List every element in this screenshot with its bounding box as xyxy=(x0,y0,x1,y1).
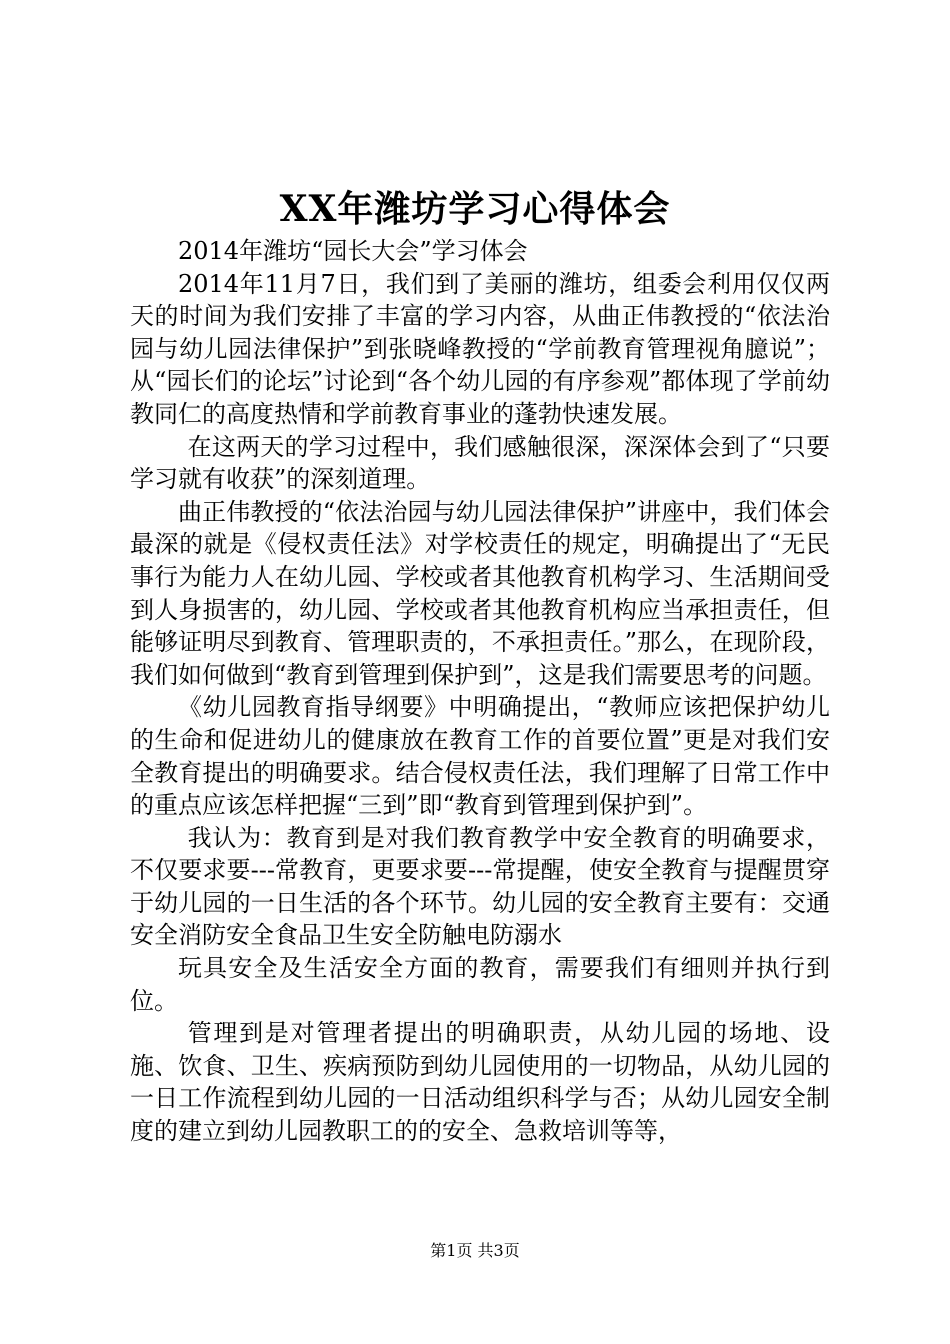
paragraph-subtitle: 2014年潍坊“园长大会”学习体会 xyxy=(178,237,528,265)
paragraph: 玩具安全及生活安全方面的教育，需要我们有细则并执行到位。 xyxy=(130,954,830,1015)
page-indicator: 第1页 共3页 xyxy=(430,1241,520,1260)
paragraph: 管理到是对管理者提出的明确职责，从幼儿园的场地、设施、饮食、卫生、疾病预防到幼儿园使用的一切物品，从幼儿园的一日工作流程到幼儿园的一日活动组织科学与否；从幼儿园安全制度的建立到幼儿园教职工的的安全、急救培训等等， xyxy=(130,1019,830,1146)
document-body xyxy=(130,235,830,1148)
document-title: XX年潍坊学习心得体会 xyxy=(279,188,671,230)
paragraph: 在这两天的学习过程中，我们感触很深，深深体会到了“只要学习就有收获”的深刻道理。 xyxy=(130,432,830,494)
paragraph: 《幼儿园教育指导纲要》中明确提出，“教师应该把保护幼儿的生命和促进幼儿的健康放在教育工作的首要位置”更是对我们安全教育提出的明确要求。结合侵权责任法，我们理解了日常工作中的重点应该怎样把握“三到”即“教育到管理到保护到”。 xyxy=(130,693,830,820)
paragraph: 我认为：教育到是对我们教育教学中安全教育的明确要求，不仅要求要---常教育，更要求要---常提醒，使安全教育与提醒贯穿于幼儿园的一日生活的各个环节。幼儿园的安全教育主要有：交通安全消防安全食品卫生安全防触电防溺水 xyxy=(130,823,830,950)
paragraph: 2014年11月7日，我们到了美丽的潍坊，组委会利用仅仅两天的时间为我们安排了丰富的学习内容，从曲正伟教授的“依法治园与幼儿园法律保护”到张晓峰教授的“学前教育管理视角臆说”；从“园长们的论坛”讨论到“各个幼儿园的有序参观”都体现了学前幼教同仁的高度热情和学前教育事业的蓬勃快速发展。 xyxy=(130,269,830,428)
paragraph: 曲正伟教授的“依法治园与幼儿园法律保护”讲座中，我们体会最深的就是《侵权责任法》对学校责任的规定，明确提出了“无民事行为能力人在幼儿园、学校或者其他教育机构学习、生活期间受到人身损害的，幼儿园、学校或者其他教育机构应当承担责任，但能够证明尽到教育、管理职责的，不承担责任。”那么，在现阶段，我们如何做到“教育到管理到保护到”，这是我们需要思考的问题。 xyxy=(130,497,830,689)
